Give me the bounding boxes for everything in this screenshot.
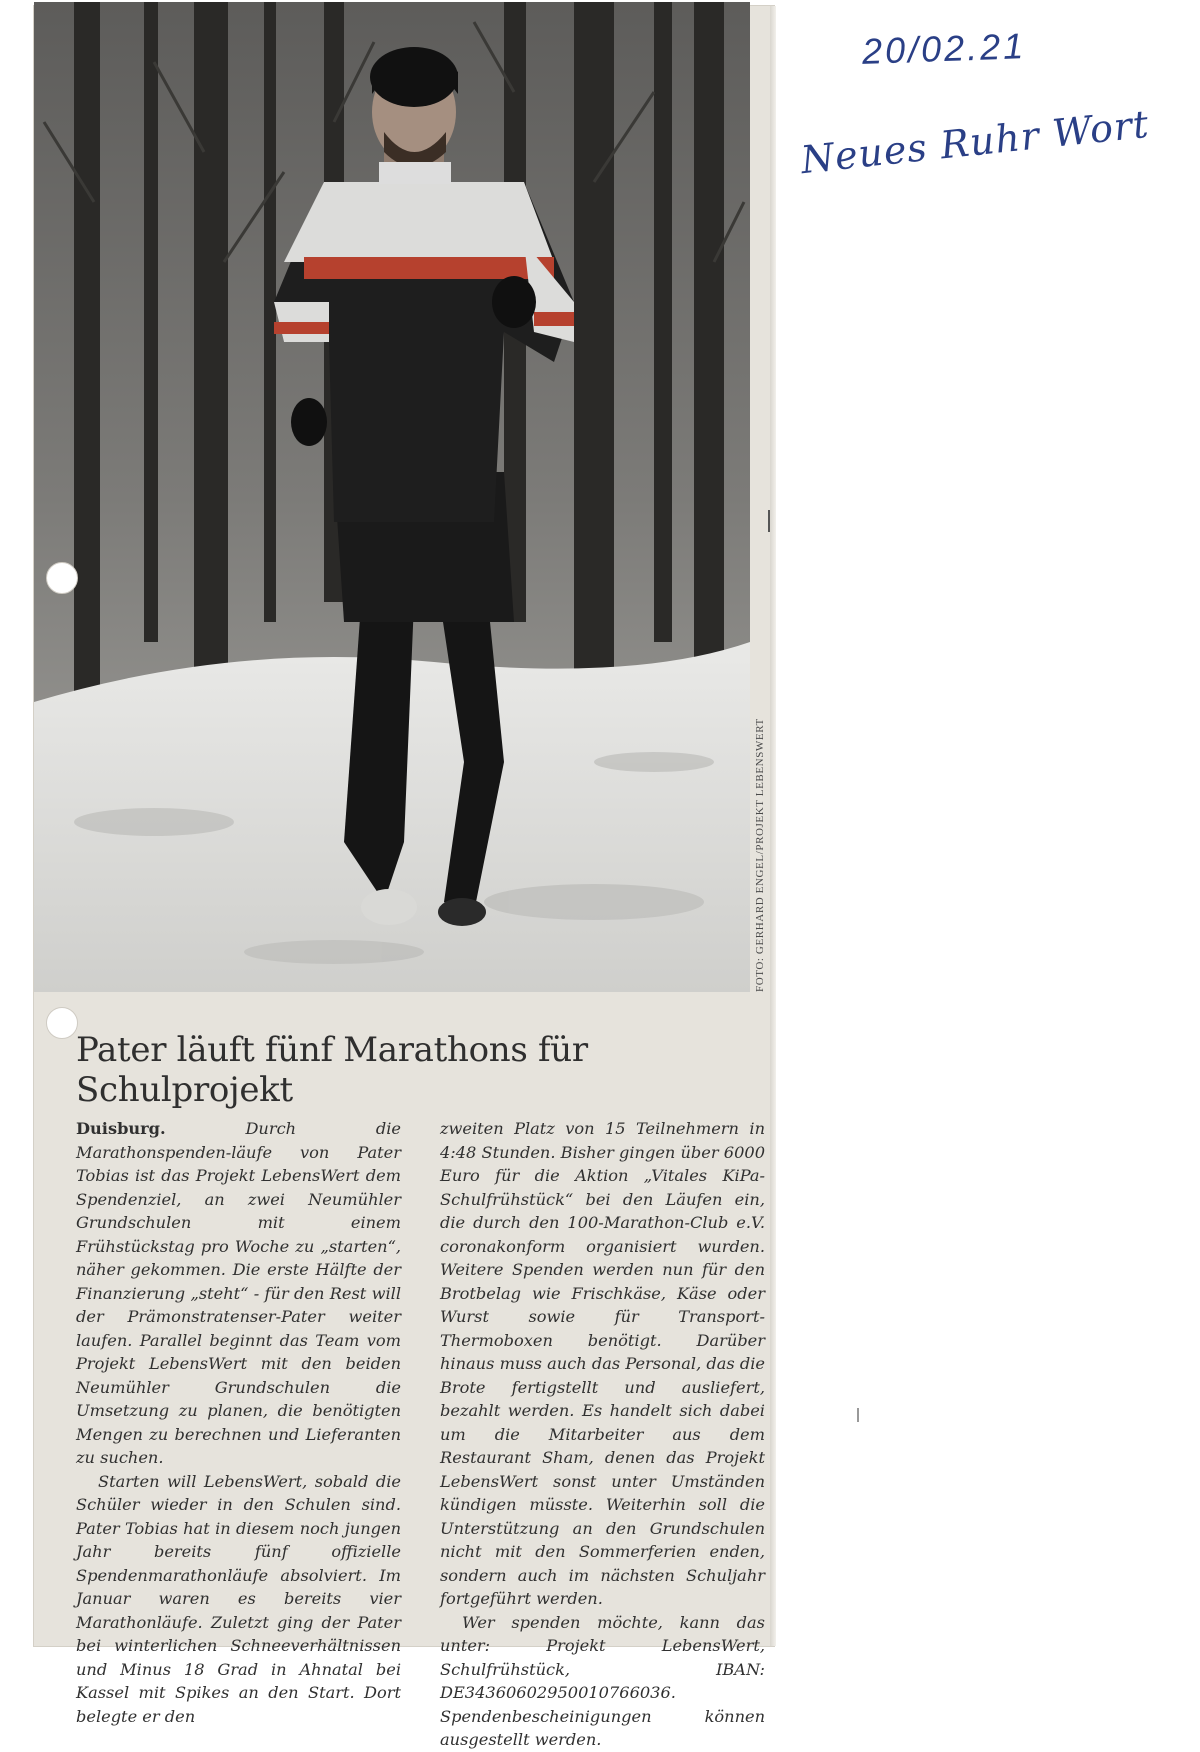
handwritten-source: Neues Ruhr Wort xyxy=(798,101,1152,183)
article-headline: Pater läuft fünf Marathons für Schulprojekt xyxy=(76,1030,588,1110)
photo-credit-text: FOTO: GERHARD ENGEL/PROJEKT LEBENSWERT xyxy=(754,718,766,992)
punch-hole xyxy=(46,562,78,594)
article-paragraph: Starten will LebensWert, sobald die Schüler wieder in den Schulen sind. Pater Tobias hat in diesem noch jungen Jahr bereits fünf offizielle Spendenmarathonläufe absolviert. Im Januar waren es bereits vier Marathonläufe. Zuletzt ging der Pater bei winterlichen Schneeverhältnissen und Minus 18 Grad in Ahnatal bei Kassel mit Spikes an den Start. Dort belegte er den xyxy=(76,1471,401,1726)
scan-mark xyxy=(857,1408,859,1422)
article-column-left xyxy=(76,1117,401,1728)
article-paragraph xyxy=(76,1117,401,1470)
scan-mark xyxy=(768,510,770,532)
article-paragraph: zweiten Platz von 15 Teilnehmern in 4:48 Stunden. Bisher gingen über 6000 Euro für die Aktion „Vitales KiPa-Schulfrühstück“ bei den Läufen ein, die durch den 100-Marathon-Club e.V. coronakonform organisiert wurden. Weitere Spenden werden nun für den Brotbelag wie Frischkäse, Käse oder Wurst sowie für Transport-Thermoboxen benötigt. Darüber hinaus muss auch das Personal, das die Brote fertigstellt und ausliefert, bezahlt werden. Es handelt sich dabei um die Mitarbeiter aus dem Restaurant Sham, denen das Projekt LebensWert sonst unter Umständen kündigen müsste. Weiterhin soll die Unterstützung an den Grundschulen nicht mit den Sommerferien enden, sondern auch im nächsten Schuljahr fortgeführt werden. xyxy=(440,1119,765,1608)
paragraph-text: Durch die Marathonspenden-läufe von Pater Tobias ist das Projekt LebensWert dem Spendenziel, an zwei Neumühler Grundschulen mit einem Frühstückstag pro Woche zu „starten“, näher gekommen. Die erste Hälfte der Finanzierung „steht“ - für den Rest will der Prämonstratenser-Pater weiter laufen. Parallel beginnt das Team vom Projekt LebensWert mit den beiden Neumühler Grundschulen die Umsetzung zu planen, die benötigten Mengen zu berechnen und Lieferanten zu suchen. xyxy=(76,1119,401,1467)
punch-hole xyxy=(46,1007,78,1039)
photo-credit xyxy=(752,718,770,992)
handwritten-date: 20/02.21 xyxy=(861,25,1027,72)
article-paragraph: Wer spenden möchte, kann das unter: Projekt LebensWert, Schulfrühstück, IBAN: DE34360602950010766036. Spendenbescheinigungen können ausgestellt werden. xyxy=(440,1612,765,1749)
article-photo-runner-in-snow xyxy=(34,2,750,992)
article-column-right xyxy=(440,1117,765,1752)
article-dateline: Duisburg. xyxy=(76,1119,166,1138)
